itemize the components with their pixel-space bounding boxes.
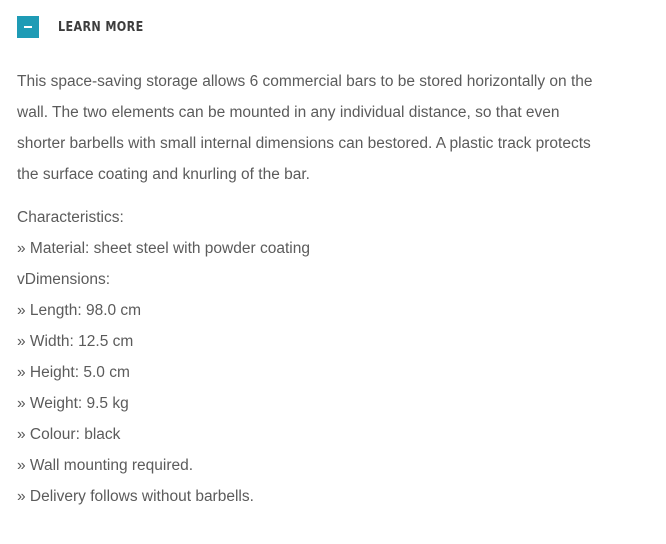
spec-line: » Width: 12.5 cm [17, 333, 134, 350]
product-description: This space-saving storage allows 6 commercial bars to be stored horizontally on the wall. The two elements can be mounted in any individual distance, so that even shorter barbells with small internal dimensions can bestored. A plastic track protects the surface coating and knurling of the bar. [17, 73, 593, 183]
accordion-content [17, 66, 607, 512]
learn-more-accordion-header[interactable] [17, 16, 158, 38]
collapse-toggle-button[interactable] [17, 16, 39, 38]
spec-line: » Delivery follows without barbells. [17, 488, 254, 505]
minus-icon [24, 26, 32, 28]
spec-line: » Wall mounting required. [17, 457, 194, 474]
spec-line: vDimensions: [17, 271, 111, 288]
spec-list [17, 202, 607, 512]
spec-line: » Colour: black [17, 426, 121, 443]
accordion-title: LEARN MORE [58, 19, 144, 35]
spec-line: » Material: sheet steel with powder coating [17, 240, 310, 257]
spec-line: » Height: 5.0 cm [17, 364, 130, 381]
spec-line: Characteristics: [17, 209, 124, 226]
spec-line: » Length: 98.0 cm [17, 302, 142, 319]
spec-line: » Weight: 9.5 kg [17, 395, 129, 412]
